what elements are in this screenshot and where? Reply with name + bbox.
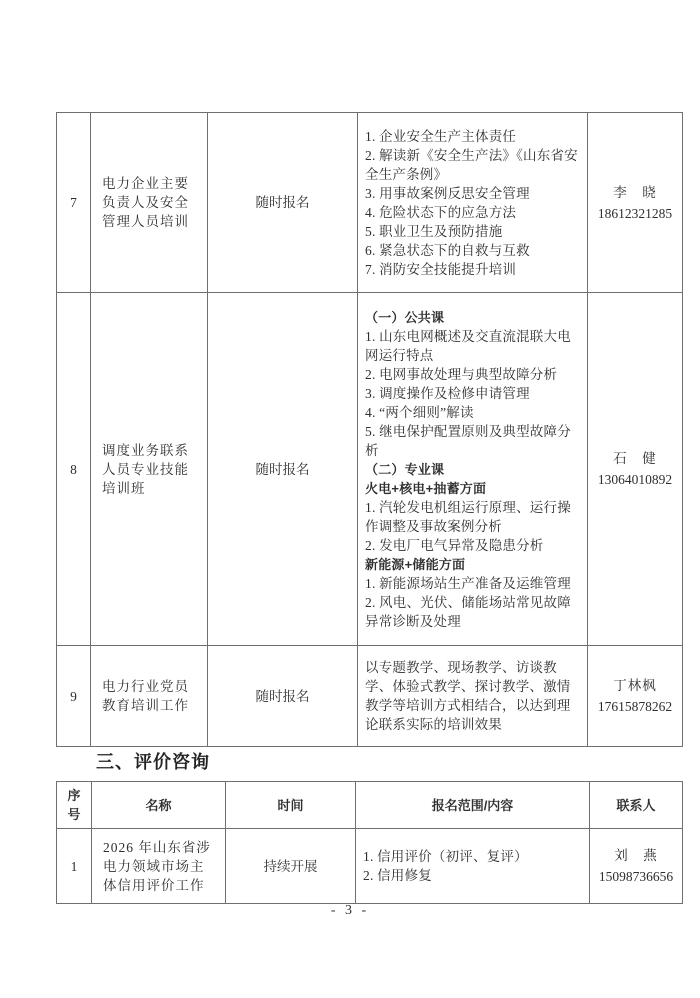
contact-name: 丁林枫: [613, 678, 657, 693]
course-name: 电力企业主要负责人及安全管理人员培训: [91, 113, 208, 293]
contact-phone: 13064010892: [597, 472, 673, 487]
content-subheading: （一）公共课: [365, 309, 445, 325]
contact-name: 刘 燕: [614, 848, 658, 863]
content-line: 2. 信用修复: [363, 868, 432, 883]
contact: [590, 829, 683, 904]
evaluation-table: [56, 781, 683, 904]
course-time: 随时报名: [208, 293, 358, 646]
contact: [588, 293, 683, 646]
course-time: 随时报名: [208, 113, 358, 293]
content-line: 2. 解读新《安全生产法》《山东省安全生产条例》: [365, 147, 578, 182]
content-line: 4. 危险状态下的应急方法: [365, 204, 517, 220]
content-line: 7. 消防安全技能提升培训: [365, 261, 517, 277]
contact-phone: 18612321285: [597, 205, 673, 221]
content-subheading: 火电+核电+抽蓄方面: [365, 480, 487, 496]
row-number: 7: [57, 113, 91, 293]
table-row: [57, 646, 683, 747]
item-name: 2026 年山东省涉电力领域市场主体信用评价工作: [92, 829, 226, 904]
table-row: [57, 293, 683, 646]
header-no: 序号: [57, 782, 92, 829]
content-line: 2. 风电、光伏、储能场站常见故障异常诊断及处理: [365, 594, 571, 629]
item-time: 持续开展: [226, 829, 356, 904]
content-line: 2. 电网事故处理与典型故障分析: [365, 366, 558, 382]
content-line: 5. 继电保护配置原则及典型故障分析: [365, 423, 571, 458]
header-contact: 联系人: [590, 782, 683, 829]
header-time: 时间: [226, 782, 356, 829]
content-line: 3. 用事故案例反思安全管理: [365, 185, 530, 201]
content-line: 1. 新能源场站生产准备及运维管理: [365, 575, 571, 591]
content-line: 4. “两个细则”解读: [365, 404, 474, 420]
content-subheading: 新能源+储能方面: [365, 556, 466, 572]
training-table: [56, 112, 683, 747]
item-content: [356, 829, 590, 904]
course-content: [358, 113, 588, 293]
contact: [588, 646, 683, 747]
content-line: 1. 企业安全生产主体责任: [365, 128, 517, 144]
contact-name: 李 晓: [613, 184, 657, 200]
content-line: 1. 信用评价（初评、复评）: [363, 849, 528, 864]
course-content: [358, 293, 588, 646]
row-number: 9: [57, 646, 91, 747]
content-subheading: （二）专业课: [365, 461, 445, 477]
course-content: [358, 646, 588, 747]
contact-phone: 17615878262: [597, 699, 673, 714]
section-heading: 三、评价咨询: [96, 752, 210, 772]
table-header-row: [57, 782, 683, 829]
table-row: [57, 113, 683, 293]
content-line: 6. 紧急状态下的自救与互救: [365, 242, 530, 258]
content-line: 1. 汽轮发电机组运行原理、运行操作调整及事故案例分析: [365, 499, 571, 534]
content-line: 2. 发电厂电气异常及隐患分析: [365, 537, 544, 553]
header-scope: 报名范围/内容: [356, 782, 590, 829]
row-number: 1: [57, 829, 92, 904]
content-line: 3. 调度操作及检修申请管理: [365, 385, 530, 401]
header-name: 名称: [92, 782, 226, 829]
table-row: [57, 829, 683, 904]
row-number: 8: [57, 293, 91, 646]
content-line: 5. 职业卫生及预防措施: [365, 223, 503, 239]
content-line: 以专题教学、现场教学、访谈教学、体验式教学、探讨教学、激情教学等培训方式相结合，以达到理论联系实际的培训效果: [365, 660, 571, 732]
content-line: 1. 山东电网概述及交直流混联大电网运行特点: [365, 328, 571, 363]
course-time: 随时报名: [208, 646, 358, 747]
course-name: 调度业务联系人员专业技能培训班: [91, 293, 208, 646]
contact-name: 石 健: [613, 451, 657, 466]
page-number: - 3 -: [330, 903, 370, 918]
course-name: 电力行业党员教育培训工作: [91, 646, 208, 747]
contact: [588, 113, 683, 293]
contact-phone: 15098736656: [598, 869, 674, 884]
